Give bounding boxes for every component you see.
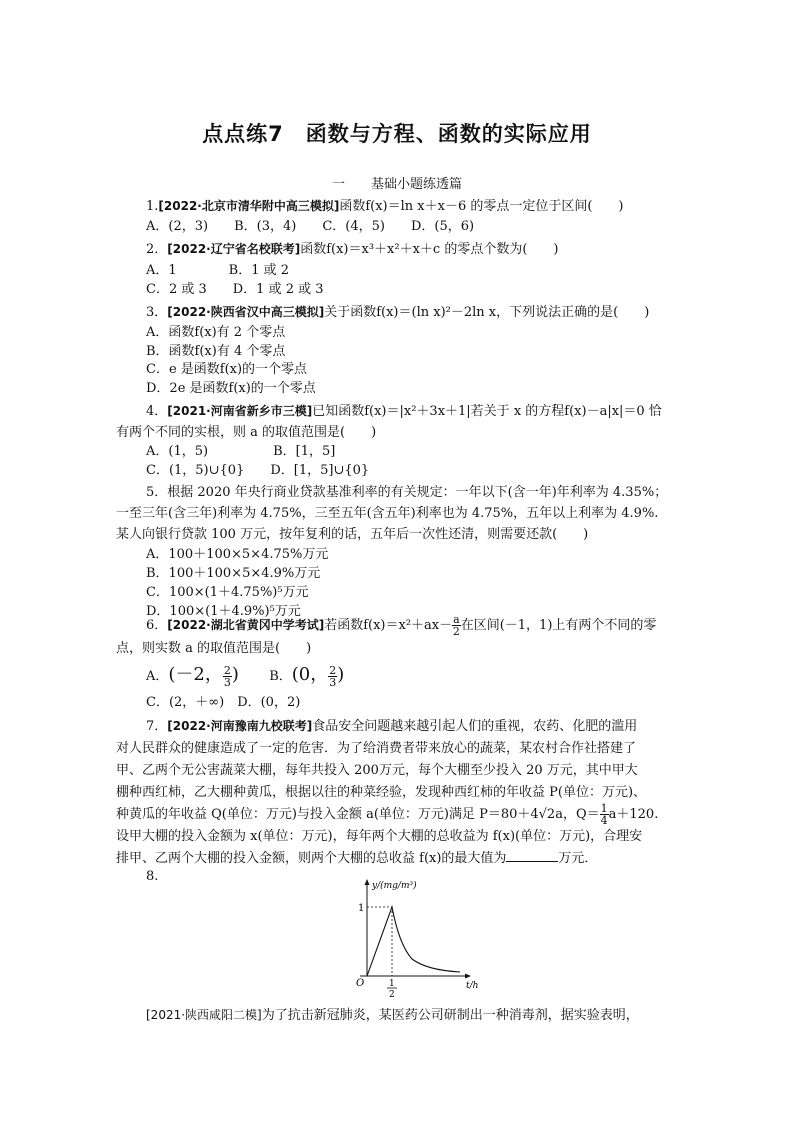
question-number: 7． — [146, 719, 168, 734]
option-a-open: (－2， — [168, 664, 223, 685]
option-a-close: ) — [231, 664, 239, 685]
question-5-option-d: D．100×(1＋4.9%)⁵万元 — [146, 604, 301, 619]
option-b-open: (0， — [291, 664, 329, 685]
question-stem: 函数f(x)＝x³＋x²＋x＋c 的零点个数为( ) — [300, 242, 559, 257]
x-tick-numerator: 1 — [389, 979, 395, 989]
question-number: 3． — [146, 305, 168, 320]
question-7-line-2: 对人民群众的健康造成了一定的危害．为了给消费者带来放心的蔬菜，某农村合作社搭建了 — [116, 741, 637, 756]
question-text: 排甲、乙两个大棚的投入金额，则两个大棚的总收益 f(x)的最大值为 — [116, 851, 507, 866]
fraction — [223, 665, 232, 688]
question-source: [2021·河南省新乡市三模] — [167, 404, 313, 418]
question-number: 4． — [146, 404, 168, 419]
question-3-option-b: B．函数f(x)有 4 个零点 — [146, 344, 286, 359]
question-2 — [146, 241, 558, 258]
question-text-end: 万元． — [558, 851, 598, 866]
question-stem: 若函数f(x)＝x²＋ax－ — [324, 618, 453, 633]
fraction-numerator: 2 — [329, 664, 337, 677]
concentration-graph — [350, 876, 480, 1000]
question-2-options-ab: A．1 B．1 或 2 — [146, 263, 290, 278]
question-8-number: 8. — [146, 869, 159, 884]
question-5-option-c: C．100×(1＋4.75%)⁵万元 — [146, 585, 309, 600]
question-6 — [146, 613, 656, 638]
fraction-numerator: 2 — [223, 664, 231, 677]
question-7-line-5 — [116, 802, 658, 828]
question-source: [2022·陕西省汉中高三模拟] — [167, 305, 325, 319]
x-axis-label: t/h — [466, 981, 479, 991]
fraction-denominator: 3 — [329, 676, 337, 689]
question-source: [2022·北京市清华附中高三模拟] — [158, 199, 340, 213]
fraction — [600, 803, 609, 826]
question-source: [2021·陕西咸阳二模] — [146, 1008, 262, 1022]
question-7 — [146, 718, 637, 735]
y-axis-arrow — [365, 879, 370, 885]
question-7-line-7 — [116, 849, 597, 867]
question-1-options: A．(2，3) B．(3，4) C．(4，5) D．(5，6) — [146, 219, 475, 234]
answer-blank[interactable] — [506, 849, 558, 862]
question-5-line-1: 5．根据 2020 年央行商业贷款基准利率的有关规定：一年以下(含一年)年利率为 4.35%； — [146, 485, 668, 500]
question-number: 1. — [146, 199, 159, 214]
question-6-stem-cont: 点，则实数 a 的取值范围是( ) — [116, 641, 312, 656]
question-2-options-cd: C．2 或 3 D．1 或 2 或 3 — [146, 282, 324, 297]
origin-label: O — [356, 978, 365, 989]
question-5-option-a: A．100＋100×5×4.75%万元 — [146, 547, 329, 562]
question-3-option-d: D．2e 是函数f(x)的一个零点 — [146, 381, 316, 396]
question-7-line-4: 棚种西红柿，乙大棚种黄瓜，根据以往的种菜经验，发现种西红柿的年收益 P(单位：万元)、 — [116, 785, 647, 800]
question-7-line-3: 甲、乙两个无公害蔬菜大棚，每年共投入 200万元，每个大棚至少投入 20 万元，其中甲大 — [116, 763, 638, 778]
question-8 — [146, 1007, 639, 1024]
question-stem: 关于函数f(x)＝(ln x)²－2ln x，下列说法正确的是( ) — [324, 305, 650, 320]
question-stem: 函数f(x)＝ln x＋x－6 的零点一定位于区间( ) — [339, 199, 624, 214]
question-5-option-b: B．100＋100×5×4.9%万元 — [146, 566, 321, 581]
question-6-options-ab — [146, 662, 344, 690]
question-number: 2． — [146, 242, 168, 257]
question-5-line-3: 某人向银行贷款 100 万元，按年复利的话，五年后一次性还清，则需要还款( ) — [116, 527, 589, 542]
fraction-denominator: 4 — [600, 814, 608, 827]
fraction — [328, 665, 337, 688]
question-4-options-ab: A．(1，5) B．[1，5] — [146, 444, 336, 459]
section-heading: 一 基础小题练透篇 — [331, 177, 462, 192]
question-stem: 为了抗击新冠肺炎，某医药公司研制出一种消毒剂，据实验表明， — [261, 1008, 639, 1023]
y-axis-label: y/(mg/m³) — [372, 881, 417, 891]
question-source: [2022·辽宁省名校联考] — [167, 242, 301, 256]
option-a-label: A． — [146, 669, 169, 684]
fraction-denominator: 2 — [452, 625, 460, 638]
fraction — [452, 614, 461, 637]
concentration-curve — [367, 907, 460, 976]
question-number: 6． — [146, 618, 168, 633]
fraction-numerator: a — [453, 613, 460, 626]
page-title: 点点练7 函数与方程、函数的实际应用 — [202, 122, 592, 146]
question-6-options-cd: C．(2，＋∞) D．(0，2) — [146, 695, 301, 710]
question-4 — [146, 403, 662, 420]
question-stem: 已知函数f(x)＝|x²＋3x＋1|若关于 x 的方程f(x)－a|x|＝0 恰 — [312, 404, 662, 419]
fraction-numerator: 1 — [600, 802, 608, 815]
question-3-option-c: C．e 是函数f(x)的一个零点 — [146, 362, 308, 377]
question-3 — [146, 304, 649, 321]
option-b-label: B． — [269, 669, 292, 684]
question-stem-cont: 在区间(－1，1)上有两个不同的零 — [460, 618, 657, 633]
question-4-options-cd: C．(1，5)∪{0} D．[1，5]∪{0} — [146, 463, 370, 478]
question-3-option-a: A．函数f(x)有 2 个零点 — [146, 325, 286, 340]
x-tick-denominator: 2 — [389, 990, 395, 1000]
question-stem: 食品安全问题越来越引起人们的重视，农药、化肥的滥用 — [312, 719, 638, 734]
question-7-line-6: 设甲大棚的投入金额为 x(单位：万元)，每年两个大棚的总收益为 f(x)(单位：万元)，合理安 — [116, 829, 643, 844]
question-5-line-2: 一至三年(含三年)利率为 4.75%，三至五年(含五年)利率也为 4.75%，五年以上利率为 4.9%. — [116, 506, 659, 521]
option-b-close: ) — [337, 664, 345, 685]
formula-text-end: a＋120. — [608, 807, 659, 822]
question-source: [2022·河南豫南九校联考] — [167, 719, 313, 733]
fraction-denominator: 3 — [223, 676, 231, 689]
question-1 — [146, 198, 624, 215]
formula-text: 种黄瓜的年收益 Q(单位：万元)与投入金额 a(单位：万元)满足 P＝80＋4√2a，Q＝ — [116, 807, 600, 822]
question-4-stem-cont: 有两个不同的实根，则 a 的取值范围是( ) — [116, 425, 377, 440]
y-tick-label: 1 — [358, 903, 365, 914]
question-source: [2022·湖北省黄冈中学考试] — [167, 618, 325, 632]
x-axis-arrow — [465, 974, 471, 979]
